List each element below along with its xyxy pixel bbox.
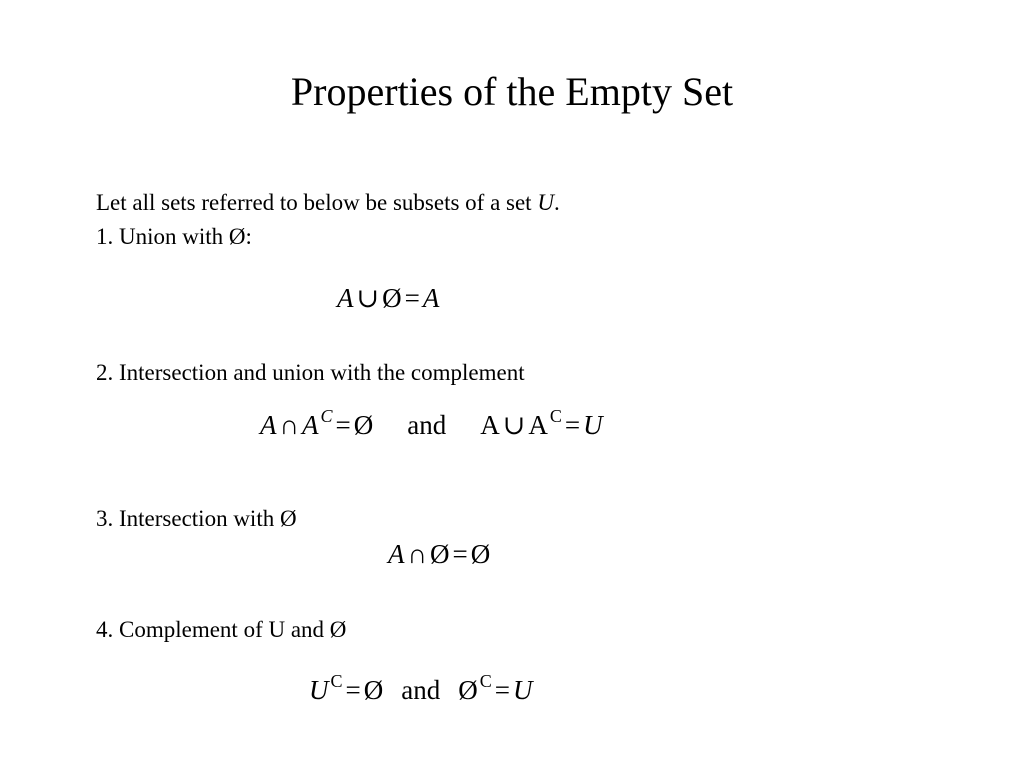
eq2-intersection: ∩ [279, 410, 299, 440]
eq3-empty: Ø [430, 539, 450, 569]
equation-1 [337, 281, 439, 315]
eq4-empty2: Ø [458, 675, 478, 705]
intro-set-name: U [537, 190, 554, 215]
item-1-heading: 1. Union with Ø: [96, 224, 252, 249]
eq2-var-a2: A [302, 410, 319, 440]
eq2-complement-sup: C [320, 406, 333, 426]
eq1-var-a2: A [422, 283, 440, 313]
page-title: Properties of the Empty Set [290, 69, 734, 114]
equation-4 [309, 673, 532, 710]
equation-2 [260, 408, 603, 445]
eq2-equals: = [335, 410, 351, 440]
eq1-empty: Ø [382, 283, 402, 313]
eq4-equals: = [345, 675, 361, 705]
eq2-union: ∪ [502, 410, 526, 440]
intro-statement [96, 188, 560, 218]
equation-3 [388, 537, 490, 571]
eq2-and: and [407, 410, 447, 440]
intro-text: Let all sets referred to below be subsets of a set [96, 190, 538, 215]
eq4-equals2: = [494, 675, 510, 705]
eq2-var-a: A [260, 410, 277, 440]
eq3-empty2: Ø [470, 539, 491, 569]
eq3-equals: = [452, 539, 468, 569]
eq4-complement-sup: C [330, 671, 343, 691]
eq2-empty: Ø [353, 410, 374, 440]
eq2-var-u: U [583, 410, 603, 440]
eq4-and: and [401, 675, 441, 705]
eq1-equals: = [404, 283, 420, 313]
eq3-intersection: ∩ [407, 539, 427, 569]
eq4-var-u: U [309, 675, 329, 705]
intro-period: . [553, 190, 560, 215]
item-4-heading: 4. Complement of U and Ø [96, 617, 347, 642]
eq2-var-a4: A [528, 410, 548, 440]
item-3-heading: 3. Intersection with Ø [96, 506, 297, 531]
eq4-var-u2: U [512, 675, 533, 705]
eq2-complement-sup2: C [549, 406, 562, 426]
eq3-var-a: A [388, 539, 405, 569]
eq1-var-a: A [337, 283, 354, 313]
eq2-equals2: = [564, 410, 581, 440]
eq4-empty: Ø [363, 675, 384, 705]
item-2-heading: 2. Intersection and union with the complement [96, 360, 525, 385]
eq2-var-a3: A [480, 410, 500, 440]
eq4-complement-sup2: C [479, 671, 492, 691]
eq1-union: ∪ [356, 283, 380, 313]
